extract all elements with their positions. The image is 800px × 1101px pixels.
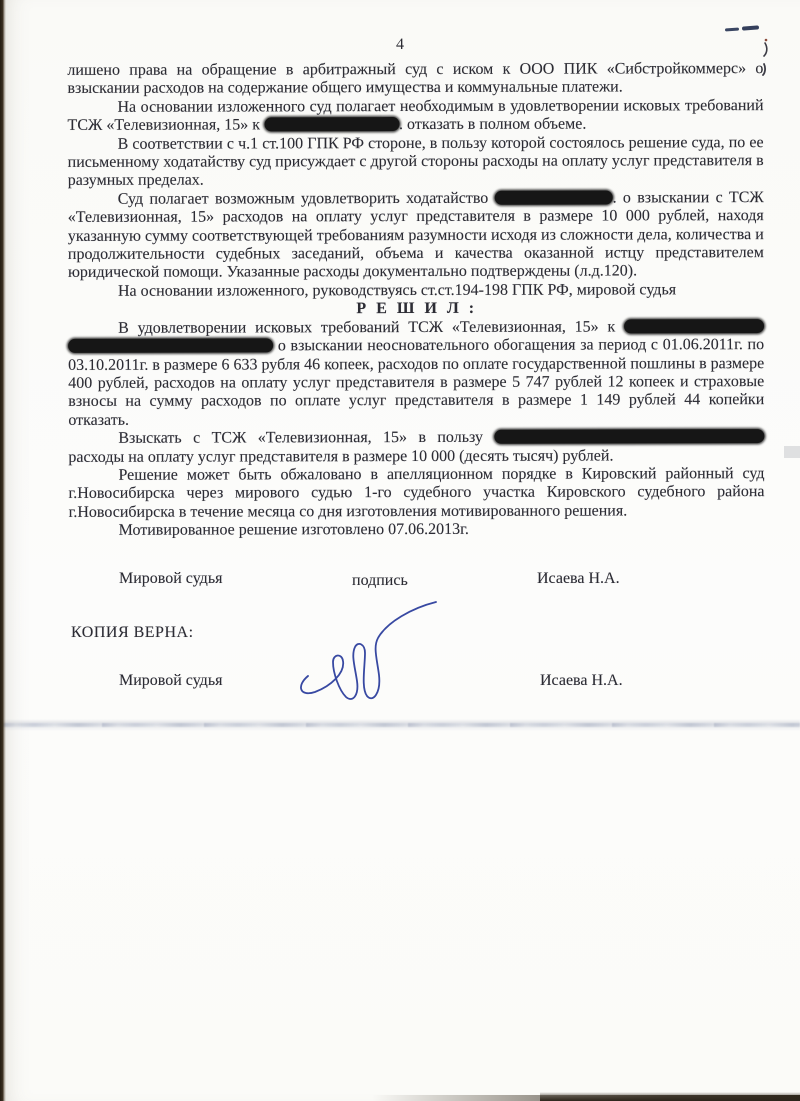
paragraph: На основании изложенного суд полагает необходимым в удовлетворении исковых требований ТСЖ «Телевизионная, 15» к . отказать в полном объеме. [67, 96, 764, 135]
pen-dash-mark-icon [725, 28, 739, 32]
scan-edge-bottom-right [540, 1092, 800, 1101]
paragraph: лишено права на обращение в арбитражный суд с иском к ООО ПИК «Сибстройкоммерс» о взыскании расходов на содержание общего имущества и коммунальные платежи. [67, 60, 764, 98]
copy-true-stamp: КОПИЯ ВЕРНА: [71, 624, 194, 641]
paragraph: В удовлетворении исковых требований ТСЖ «Телевизионная, 15» к о взыскании неосновательного обогащения за период с 01.06.2011г. по 03.10.2011г. в размере 6 633 рубля 46 копеек, расходов по оплате государственной пошлины в размере 400 рублей, расходов на оплату услуг представителя в размере 5 747 рублей 12 копеек и страховые взносы на сумму расходов по оплате услуг представителя в размере 1 149 рублей 44 копейки отказать. [68, 318, 765, 429]
judge-role-line-1: Мировой судья [119, 570, 223, 587]
redaction-bar [264, 117, 399, 131]
redaction-bar [495, 190, 613, 204]
signature-placeholder-label: подпись [352, 572, 408, 589]
page-number: 4 [396, 36, 404, 53]
paragraph: Взыскать с ТСЖ «Телевизионная, 15» в пользу расходы на оплату услуг представителя в размере 10 000 (десять тысяч) рублей. [68, 428, 764, 467]
paragraph: Суд полагает возможным удовлетворить ходатайство . о взыскании с ТСЖ «Телевизионная, 15» расходов на оплату услуг представителя в размере 10 000 рублей, находя указанную сумму соответствующей требованиям разумности исходя из сложности дела, количества и продолжительности судебных заседаний, объема и качества оказанной истцу представителем юридической помощи. Указанные расходы документально подтверждены (л.д.120). [67, 188, 764, 282]
pen-dash-mark-icon [742, 25, 759, 30]
paragraph: Мотивированное решение изготовлено 07.06.2013г. [118, 521, 469, 539]
judge-role-line-2: Мировой судья [119, 672, 223, 689]
scan-edge-left [0, 0, 6, 1101]
paper-fold-streaks [0, 723, 800, 727]
paragraph: На основании изложенного, руководствуясь ст.ст.194-198 ГПК РФ, мировой судья [117, 281, 677, 300]
judge-name-line-2: Исаева Н.А. [540, 672, 623, 689]
redaction-bar [624, 319, 764, 333]
redaction-bar [68, 338, 273, 353]
redaction-bar [494, 429, 764, 444]
paragraph: Решение может быть обжаловано в апелляционном порядке в Кировский районный суд г.Новосибирска через мирового судью 1-го судебного участка Кировского судебного района г.Новосибирска в течение месяца со дня изготовления мотивированного решения. [68, 465, 765, 521]
judge-name-line-1: Исаева Н.А. [537, 570, 620, 587]
decision-heading: Р Е Ш И Л : [356, 300, 476, 318]
pen-curl-mark-icon [758, 38, 772, 78]
judge-signature [292, 596, 440, 706]
paragraph: В соответствии с ч.1 ст.100 ГПК РФ стороне, в пользу которой состоялось решение суда, по ее письменному ходатайству суд присуждает с другой стороны расходы на оплату услуг представителя в разумных пределах. [67, 133, 764, 190]
scan-smudge-artifact [784, 446, 800, 458]
document-body [67, 60, 764, 540]
